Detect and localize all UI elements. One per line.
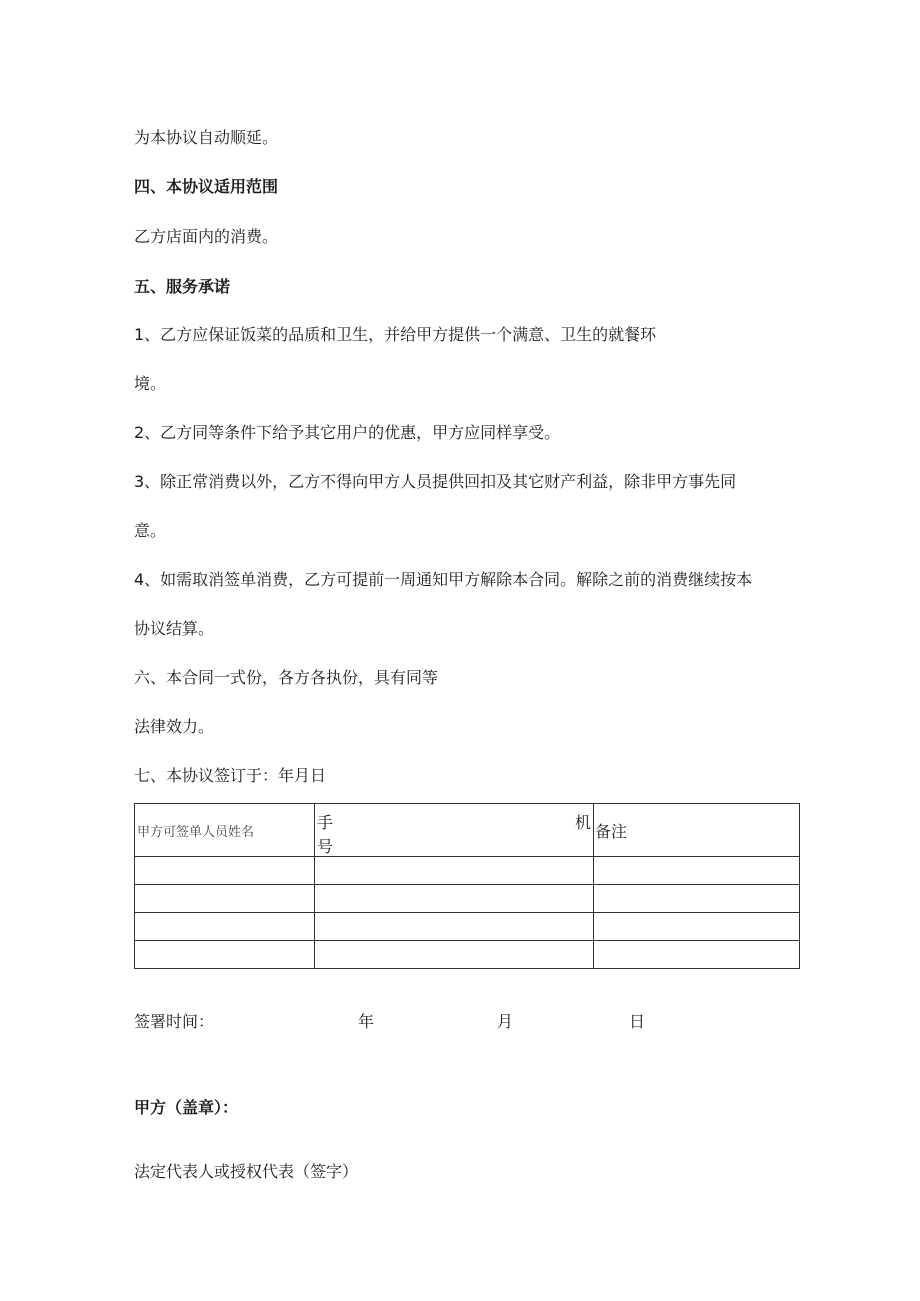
table-cell-remark[interactable]	[594, 941, 800, 969]
header-cell-phone	[315, 804, 594, 857]
paragraph-scope: 乙方店面内的消费。	[134, 227, 279, 246]
table-cell-phone[interactable]	[315, 913, 594, 941]
table-cell-name[interactable]	[135, 941, 315, 969]
service-item-4-line-1: 4、如需取消签单消费，乙方可提前一周通知甲方解除本合同。解除之前的消费继续按本	[134, 570, 753, 589]
table-header-row	[135, 804, 800, 857]
table-cell-remark[interactable]	[594, 885, 800, 913]
table-row	[135, 913, 800, 941]
signing-time-label: 签署时间：	[134, 1012, 215, 1031]
table-cell-phone[interactable]	[315, 941, 594, 969]
table-row	[135, 857, 800, 885]
table-cell-remark[interactable]	[594, 857, 800, 885]
table-cell-name[interactable]	[135, 857, 315, 885]
signing-time-year: 年	[358, 1012, 375, 1031]
header-cell-remark	[594, 804, 800, 857]
table-row	[135, 885, 800, 913]
table-cell-remark[interactable]	[594, 913, 800, 941]
section-copies-line-2: 法律效力。	[134, 717, 215, 736]
authorized-signers-table	[134, 803, 800, 969]
table-cell-phone[interactable]	[315, 885, 594, 913]
service-item-4-line-2: 协议结算。	[134, 619, 215, 638]
section-heading-scope: 四、本协议适用范围	[134, 177, 279, 196]
header-phone-char-3: 号	[317, 837, 334, 855]
party-a-representative-label: 法定代表人或授权代表（签字）	[134, 1162, 359, 1181]
header-name-label: 甲方可签单人员姓名	[137, 824, 255, 840]
signing-time-month: 月	[497, 1012, 514, 1031]
signing-time-row	[0, 1012, 920, 1034]
service-item-1-line-2: 境。	[134, 374, 167, 393]
table-cell-name[interactable]	[135, 885, 315, 913]
table-row	[135, 941, 800, 969]
header-cell-name	[135, 804, 315, 857]
service-item-3-line-1: 3、除正常消费以外，乙方不得向甲方人员提供回扣及其它财产利益，除非甲方事先同	[134, 472, 737, 491]
header-remark-label: 备注	[595, 821, 628, 841]
service-item-2: 2、乙方同等条件下给予其它用户的优惠，甲方应同样享受。	[134, 423, 561, 442]
header-phone-char-2: 机	[574, 813, 591, 832]
section-signing-date: 七、本协议签订于：年月日	[134, 766, 327, 785]
table-cell-phone[interactable]	[315, 857, 594, 885]
table-cell-name[interactable]	[135, 913, 315, 941]
section-heading-service: 五、服务承诺	[134, 277, 231, 296]
header-phone-char-1: 手	[317, 813, 334, 832]
party-a-seal-label: 甲方（盖章）：	[134, 1098, 239, 1117]
signing-time-day: 日	[629, 1012, 646, 1031]
service-item-1-line-1: 1、乙方应保证饭菜的品质和卫生，并给甲方提供一个满意、卫生的就餐环	[134, 325, 657, 344]
section-copies-line-1: 六、本合同一式份，各方各执份，具有同等	[134, 668, 439, 687]
paragraph-auto-extension: 为本协议自动顺延。	[134, 128, 279, 147]
service-item-3-line-2: 意。	[134, 521, 167, 540]
